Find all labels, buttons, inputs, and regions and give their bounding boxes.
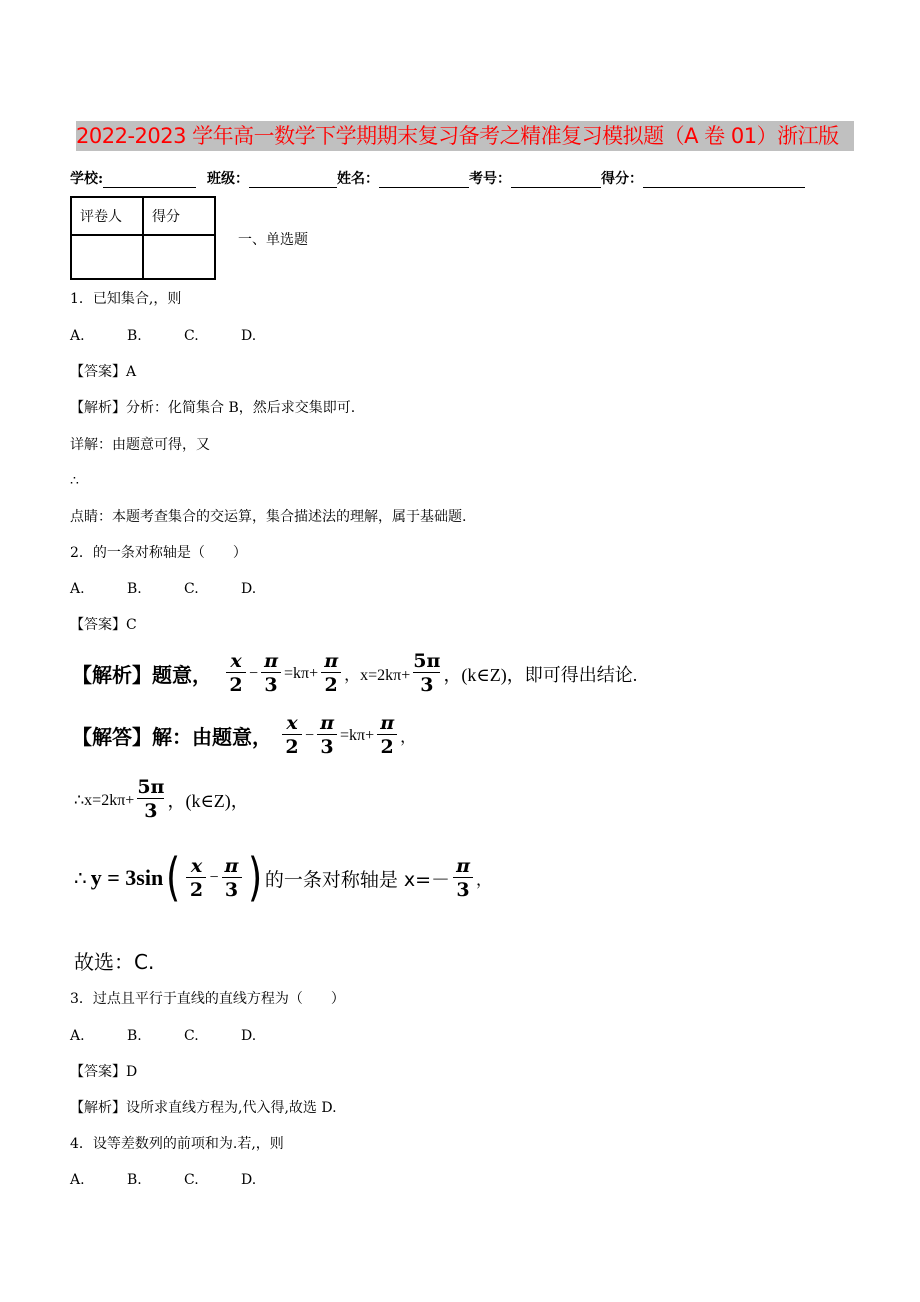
q3-options [70,1027,298,1045]
option-c: C. [184,328,199,344]
q4-options [70,1171,298,1189]
option-b: B. [127,1028,142,1044]
q1-options [70,327,298,345]
q1-answer: 【答案】A [70,364,137,380]
q2-analysis-prefix: 【解析】题意， [72,663,212,687]
option-c: C. [184,581,199,597]
option-d: D. [241,1028,257,1044]
option-d: D. [241,581,257,597]
section-heading: 一、单选题 [238,232,308,248]
option-a: A. [70,328,85,344]
option-b: B. [127,328,142,344]
fraction-pi-over-3: $\frac{\pi}{3}$ [317,712,337,759]
q2-final: 故选：C. [74,950,155,974]
q1-stem: 1．已知集合,，则 [70,291,182,307]
name-label: 姓名： [337,171,380,187]
option-c: C. [184,1028,199,1044]
fraction-pi-over-3: $\frac{\pi}{3}$ [261,650,281,697]
score-header: 得分 [143,197,215,235]
school-label: 学校: [70,171,104,187]
q2-options [70,580,298,598]
q2-analysis: 【解析】题意， $\frac{x}{2}$ − $\frac{\pi}{3}$ =kπ+ $\frac{\pi}{2}$ ，x=2kπ+ $\frac{5\pi}{3}$ ，(k∈Z)，即可得出结论. [72,650,638,696]
option-a: A. [70,1028,85,1044]
fraction-5pi-over-3: $\frac{5\pi}{3}$ [137,776,165,822]
q2-line4: ∴ y = 3sin ( $\frac{x}{2}$ − $\frac{\pi}{3}$ ) 的一条对称轴是 x=－ $\frac{\pi}{3}$ ， [74,848,493,908]
score-blank[interactable] [643,173,805,188]
q2-solution: 【解答】解：由题意， $\frac{x}{2}$ − $\frac{\pi}{3}$ =kπ+ $\frac{\pi}{2}$ ， [72,712,417,758]
q2-line3: ∴x=2kπ+ $\frac{5\pi}{3}$ ，(k∈Z)， [74,776,249,822]
q1-detail: 详解：由题意可得，又 [70,437,210,453]
q1-therefore: ∴ [70,473,79,489]
grader-cell[interactable] [71,235,143,279]
q2-solution-prefix: 【解答】解：由题意， [72,725,272,749]
q3-stem: 3．过点且平行于直线的直线方程为（ ） [70,991,345,1007]
grader-header: 评卷人 [71,197,143,235]
exam-number-blank[interactable] [511,173,601,188]
q1-comment: 点睛：本题考查集合的交运算，集合描述法的理解，属于基础题. [70,509,467,525]
option-d: D. [241,1172,257,1188]
score-cell[interactable] [143,235,215,279]
q4-stem: 4．设等差数列的前项和为.若,，则 [70,1136,284,1152]
fraction-x-over-2: $\frac{x}{2}$ [226,650,246,697]
fraction-pi-over-2: $\frac{\pi}{2}$ [377,712,397,759]
fraction-pi-over-2: $\frac{\pi}{2}$ [321,650,341,697]
option-a: A. [70,581,85,597]
option-d: D. [241,328,257,344]
name-blank[interactable] [379,173,469,188]
q1-analysis: 【解析】分析：化简集合 B，然后求交集即可. [70,400,356,416]
q2-answer: 【答案】C [70,617,137,633]
fraction-5pi-over-3: $\frac{5\pi}{3}$ [413,650,441,696]
score-label: 得分： [601,171,644,187]
fraction-pi-over-3: $\frac{\pi}{3}$ [453,855,473,902]
option-a: A. [70,1172,85,1188]
school-blank[interactable] [103,173,196,188]
q3-answer: 【答案】D [70,1064,138,1080]
q2-stem: 2．的一条对称轴是（ ） [70,545,247,561]
exam-number-label: 考号： [469,171,512,187]
student-info-line [70,170,805,188]
fraction-x-over-2: $\frac{x}{2}$ [282,712,302,759]
grader-table [70,196,216,280]
document-title: 2022-2023 学年高一数学下学期期末复习备考之精准复习模拟题（A 卷 01）浙江版 [76,121,854,151]
q3-analysis: 【解析】设所求直线方程为,代入得,故选 D. [70,1100,337,1116]
fraction-x-over-2: $\frac{x}{2}$ [186,855,206,902]
class-label: 班级： [207,171,250,187]
option-c: C. [184,1172,199,1188]
option-b: B. [127,581,142,597]
class-blank[interactable] [249,173,337,188]
option-b: B. [127,1172,142,1188]
fraction-pi-over-3: $\frac{\pi}{3}$ [222,855,242,902]
